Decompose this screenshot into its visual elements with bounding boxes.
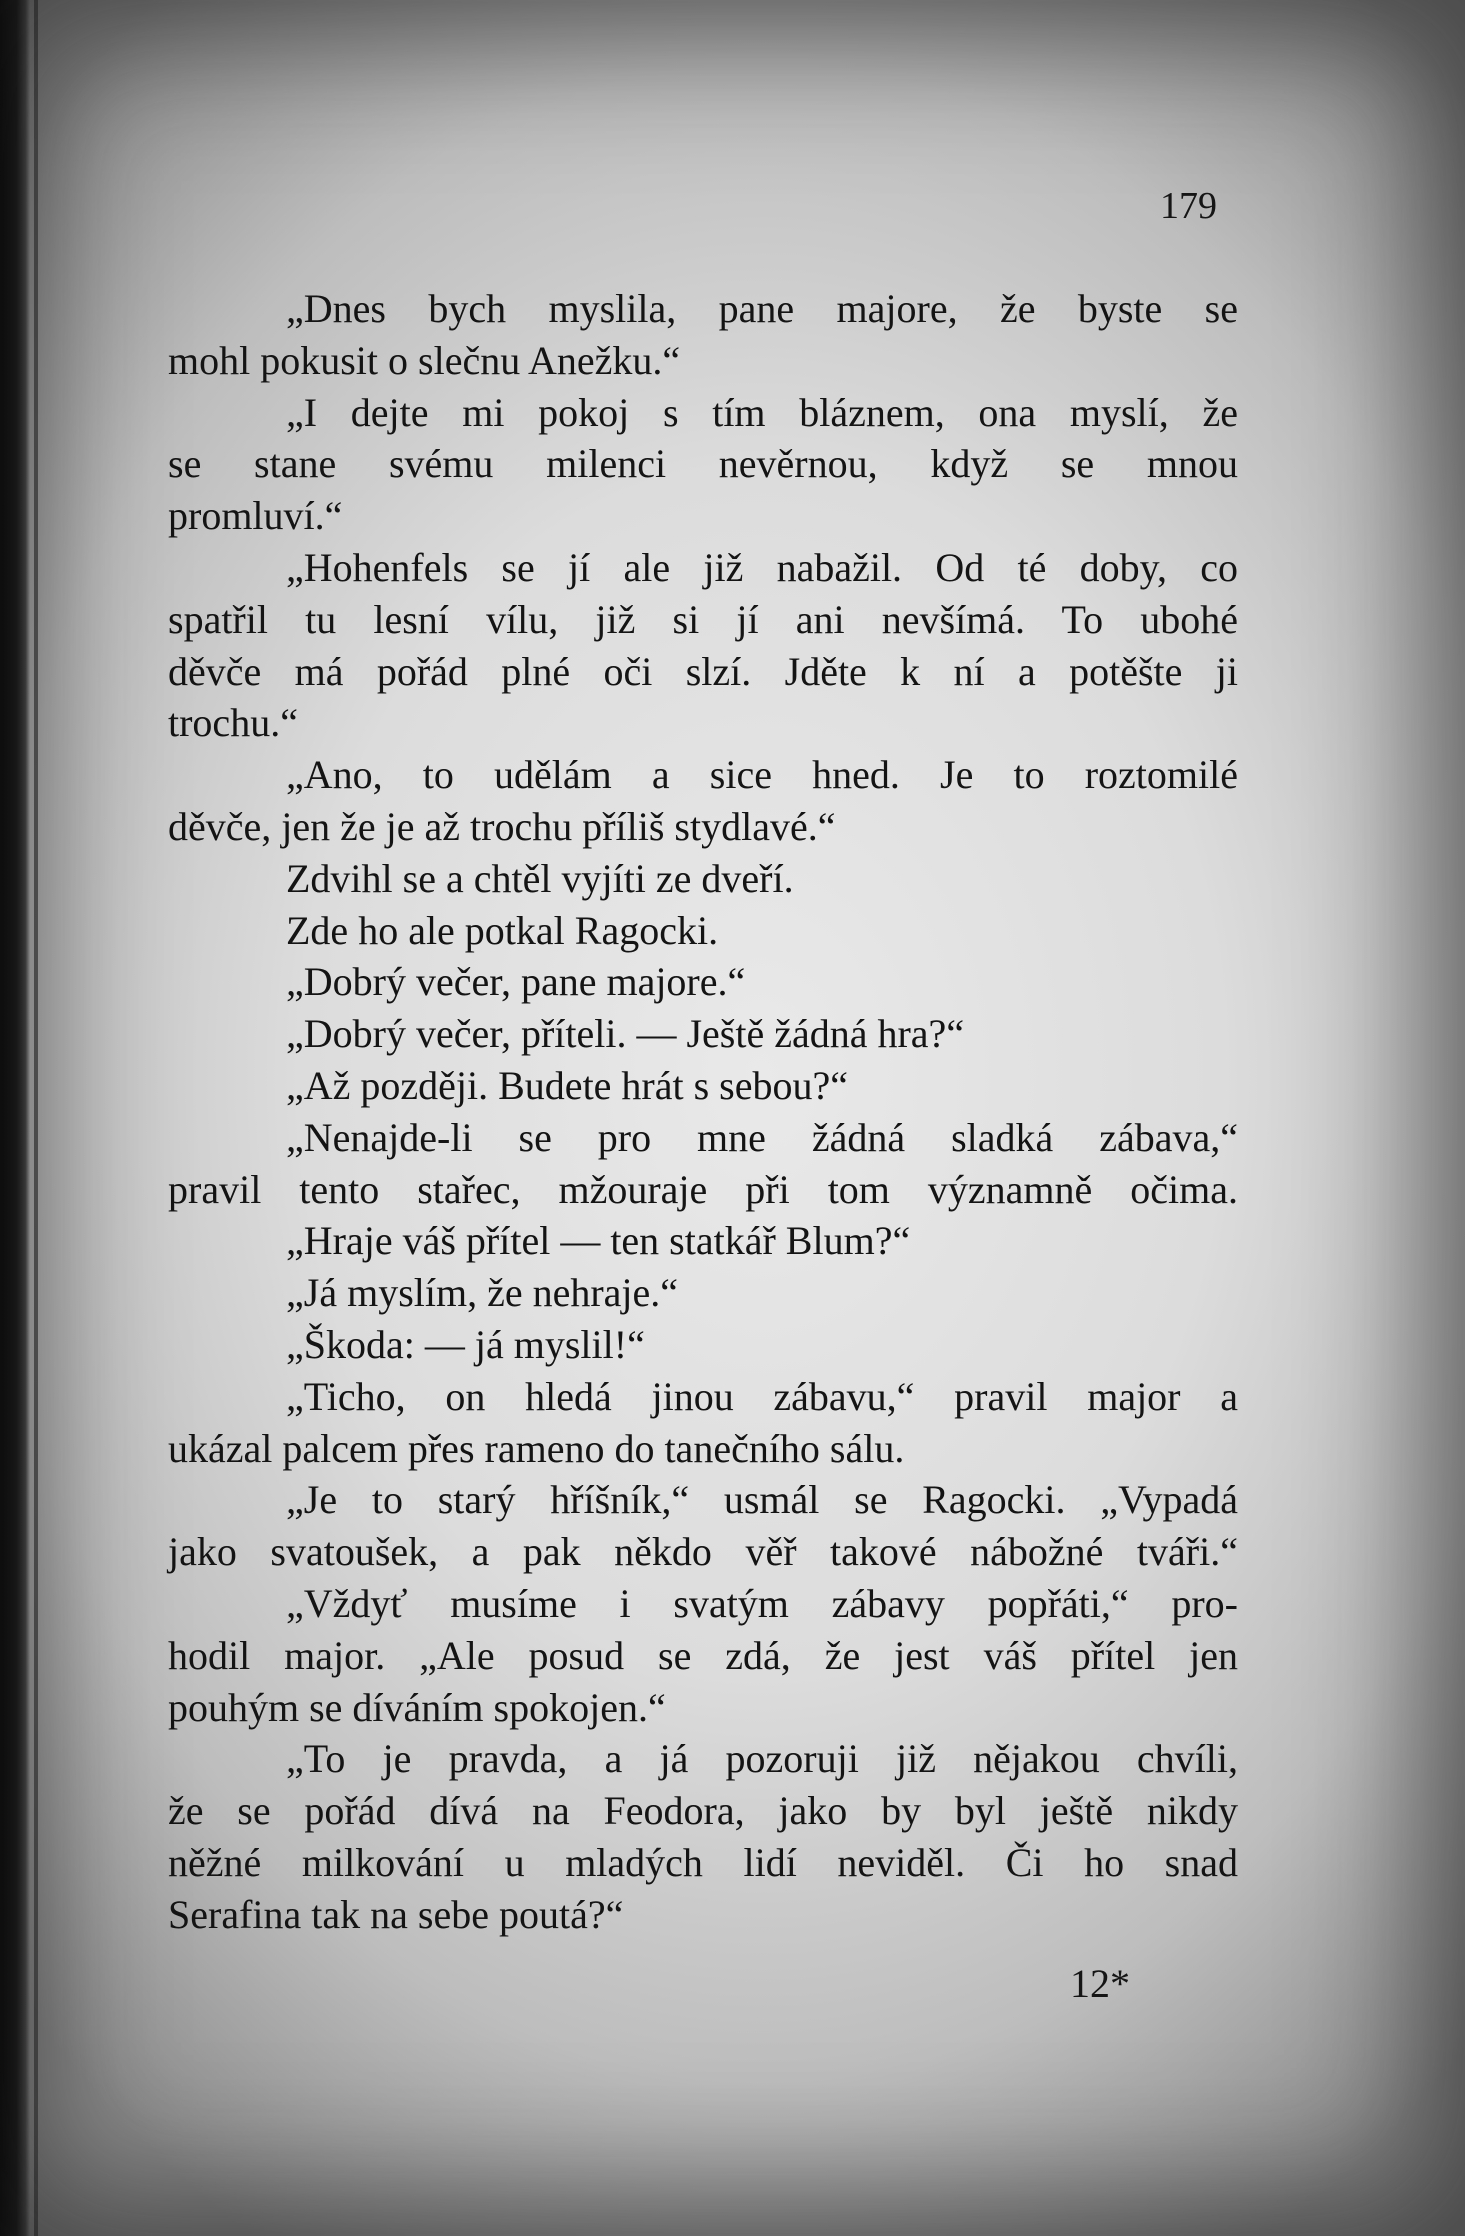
- text-line: trochu.“: [168, 700, 298, 746]
- text-line: Zdvihl se a chtěl vyjíti ze dveří.: [286, 855, 794, 901]
- text-line: „Já myslím, že nehraje.“: [286, 1270, 679, 1316]
- text-line: děvče má pořád plné oči slzí. Jděte k ní a potěšte ji: [168, 648, 1238, 694]
- text-line: hodil major. „Ale posud se zdá, že jest váš přítel jen: [168, 1632, 1238, 1678]
- text-line: ukázal palcem přes rameno do tanečního sálu.: [168, 1425, 905, 1471]
- text-line: že se pořád dívá na Feodora, jako by byl ještě nikdy: [168, 1788, 1238, 1834]
- text-line: „Ano, to udělám a sice hned. Je to roztomilé: [286, 752, 1238, 798]
- book-binding-edge: [0, 0, 30, 2236]
- printer-signature-mark: 12*: [1070, 1961, 1130, 2006]
- text-line: pravil tento stařec, mžouraje při tom významně očima.: [168, 1166, 1238, 1212]
- text-line: Serafina tak na sebe poutá?“: [168, 1891, 624, 1937]
- text-line: „Vždyť musíme i svatým zábavy popřáti,“ pro-: [286, 1580, 1238, 1626]
- text-line: „Dnes bych myslila, pane majore, že byste se: [286, 286, 1238, 331]
- text-line: „Dobrý večer, pane majore.“: [286, 959, 746, 1005]
- text-line: „To je pravda, a já pozoruji již nějakou chvíli,: [286, 1736, 1238, 1782]
- text-line: „Ticho, on hledá jinou zábavu,“ pravil major a: [286, 1373, 1238, 1419]
- text-line: pouhým se díváním spokojen.“: [168, 1684, 666, 1730]
- text-line: „Hraje váš přítel — ten statkář Blum?“: [286, 1218, 911, 1264]
- text-line: se stane svému milenci nevěrnou, když se mnou: [168, 441, 1238, 487]
- text-line: jako svatoušek, a pak někdo věř takové nábožné tváři.“: [168, 1529, 1238, 1575]
- text-line: „Dobrý večer, příteli. — Ještě žádná hra?“: [286, 1011, 965, 1057]
- binding-shadow-line: [34, 0, 38, 2236]
- text-line: promluví.“: [168, 493, 343, 539]
- page-number: 179: [1160, 185, 1217, 227]
- text-line: děvče, jen že je až trochu příliš stydlavé.“: [168, 803, 836, 849]
- text-line: Zde ho ale potkal Ragocki.: [286, 907, 719, 953]
- text-line: „Až později. Budete hrát s sebou?“: [286, 1062, 849, 1108]
- text-line: „Je to starý hříšník,“ usmál se Ragocki. „Vypadá: [286, 1477, 1238, 1523]
- text-line: „I dejte mi pokoj s tím bláznem, ona myslí, že: [286, 389, 1238, 435]
- text-line: „Nenajde-li se pro mne žádná sladká zábava,“: [286, 1114, 1238, 1160]
- body-text: [168, 283, 1238, 1941]
- text-line: „Škoda: — já myslil!“: [286, 1321, 645, 1367]
- text-line: něžné milkování u mladých lidí neviděl. Či ho snad: [168, 1839, 1238, 1885]
- text-line: „Hohenfels se jí ale již nabažil. Od té doby, co: [286, 544, 1238, 590]
- text-line: spatřil tu lesní vílu, již si jí ani nevšímá. To ubohé: [168, 596, 1238, 642]
- text-line: mohl pokusit o slečnu Anežku.“: [168, 337, 681, 383]
